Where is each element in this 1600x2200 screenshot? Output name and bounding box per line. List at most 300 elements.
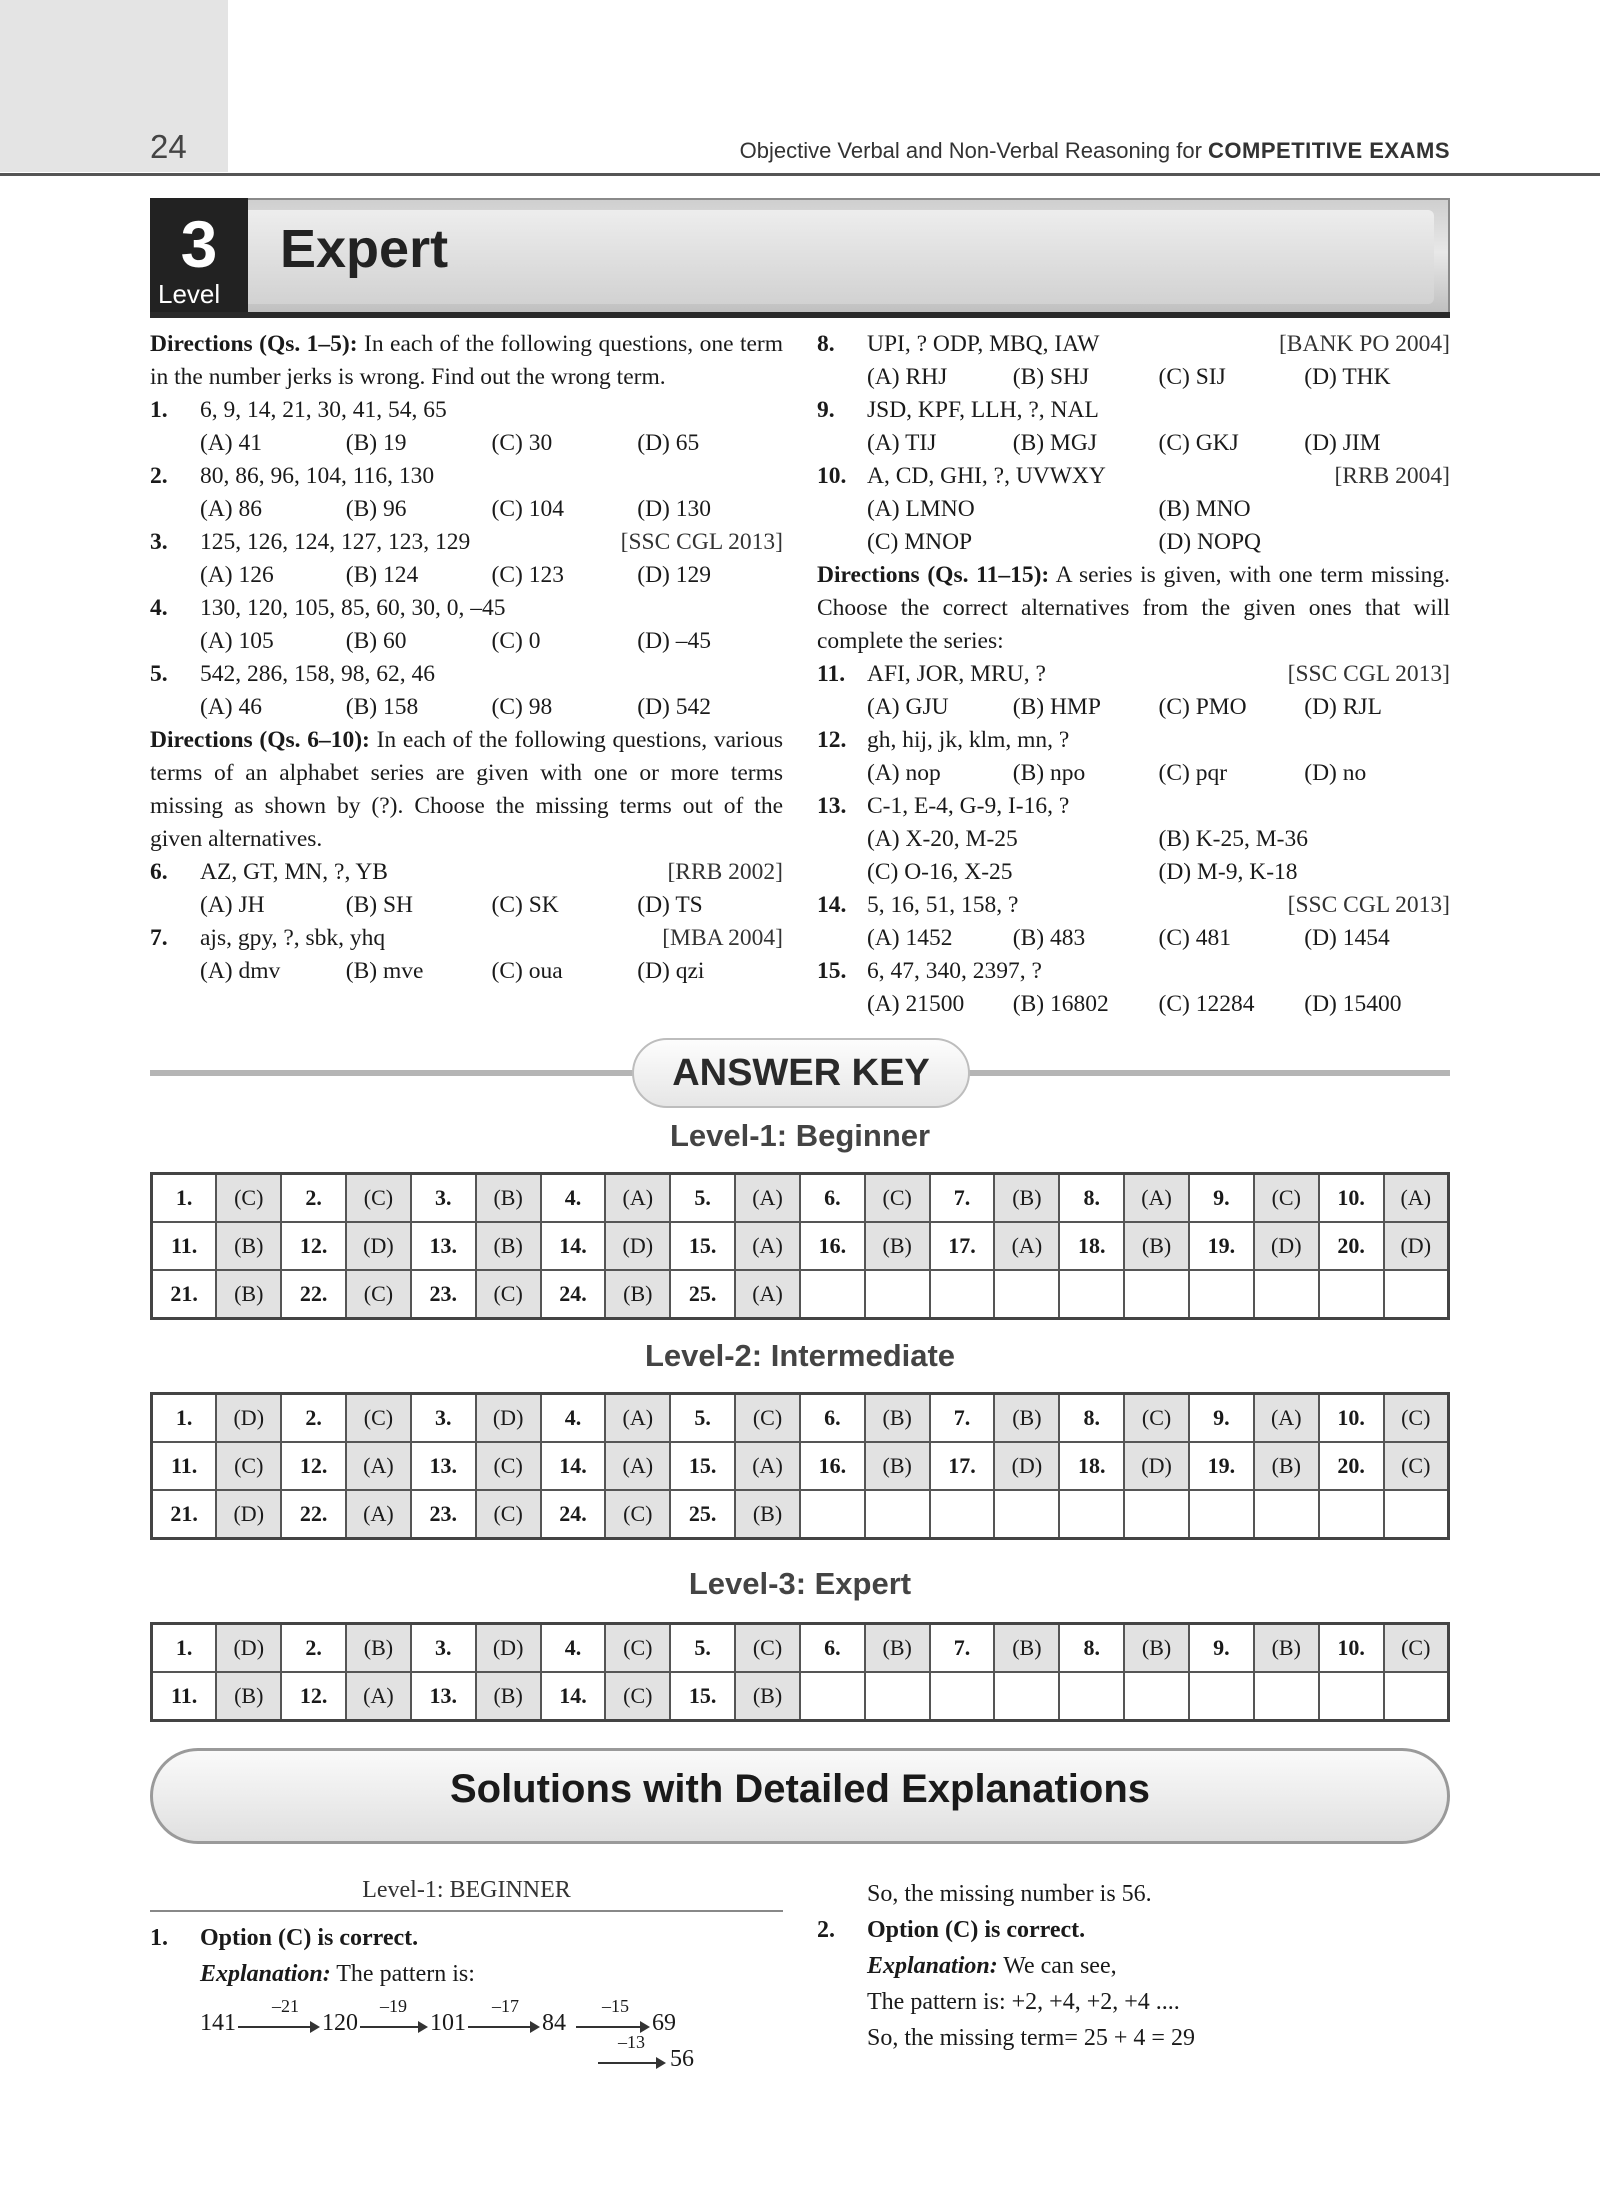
option: (A) nop xyxy=(867,760,941,786)
answer-value: (A) xyxy=(346,1672,411,1721)
answer-number xyxy=(1319,1270,1384,1319)
answer-number: 21. xyxy=(152,1490,217,1539)
answer-number: 8. xyxy=(1059,1624,1124,1673)
answer-number: 4. xyxy=(541,1394,606,1443)
option: (D) qzi xyxy=(637,958,705,984)
directions-3 xyxy=(817,559,1450,658)
option: (B) npo xyxy=(1012,760,1086,786)
answer-number: 23. xyxy=(411,1270,476,1319)
answer-value: (D) xyxy=(1124,1442,1189,1490)
answer-value: (D) xyxy=(476,1624,541,1673)
question-text: 130, 120, 105, 85, 60, 30, 0, –45 xyxy=(200,595,506,621)
answer-value: (C) xyxy=(346,1394,411,1443)
option: (C) 12284 xyxy=(1158,991,1255,1017)
question-number: 6. xyxy=(150,859,168,885)
level-1-heading: Level-1: Beginner xyxy=(669,1118,931,1153)
chain-arrow xyxy=(468,2026,538,2028)
question-number: 5. xyxy=(150,661,168,687)
answer-number: 3. xyxy=(411,1624,476,1673)
answer-row xyxy=(152,1174,1449,1223)
question-number: 11. xyxy=(817,661,846,687)
solutions-left-column xyxy=(150,1872,783,1992)
option: (B) 96 xyxy=(345,496,407,522)
chain-difference: –13 xyxy=(618,2032,645,2052)
answer-number: 17. xyxy=(930,1442,995,1490)
question-text: ajs, gpy, ?, sbk, yhq xyxy=(200,925,386,951)
option: (A) TIJ xyxy=(867,430,937,456)
option: (C) 104 xyxy=(491,496,564,522)
option: (C) pqr xyxy=(1158,760,1228,786)
option: (D) 15400 xyxy=(1304,991,1402,1017)
questions-right-column xyxy=(817,328,1450,1021)
answer-value: (A) xyxy=(1124,1174,1189,1223)
answer-number: 23. xyxy=(411,1490,476,1539)
option: (D) RJL xyxy=(1304,694,1382,720)
answer-number: 2. xyxy=(281,1624,346,1673)
answer-number: 9. xyxy=(1189,1394,1254,1443)
answer-number: 5. xyxy=(670,1174,735,1223)
answer-number: 6. xyxy=(800,1394,865,1443)
answer-row xyxy=(152,1394,1449,1443)
answer-number: 10. xyxy=(1319,1174,1384,1223)
answer-number: 8. xyxy=(1059,1174,1124,1223)
answer-value xyxy=(865,1672,930,1721)
option: (D) –45 xyxy=(637,628,711,654)
answer-value: (A) xyxy=(605,1394,670,1443)
question-source: [SSC CGL 2013] xyxy=(1287,892,1450,918)
answer-value: (C) xyxy=(735,1394,800,1443)
answer-number: 13. xyxy=(411,1222,476,1270)
question-number: 14. xyxy=(817,892,847,918)
question-4 xyxy=(150,592,783,658)
answer-number: 12. xyxy=(281,1442,346,1490)
solution-answer: Option (C) is correct. xyxy=(200,1925,419,1951)
directions-label: Directions (Qs. 11–15): xyxy=(817,562,1050,588)
answer-number xyxy=(930,1270,995,1319)
option: (C) SK xyxy=(491,892,559,918)
running-head-title: Objective Verbal and Non-Verbal Reasoning for xyxy=(739,138,1209,163)
answer-value: (C) xyxy=(1384,1394,1449,1443)
answer-key-header xyxy=(150,1038,1450,1108)
solutions-level-heading: Level-1: BEGINNER xyxy=(362,1877,571,1903)
option: (D) JIM xyxy=(1304,430,1381,456)
question-12 xyxy=(817,724,1450,790)
questions-left-column xyxy=(150,328,783,988)
option: (A) RHJ xyxy=(867,364,948,390)
answer-number: 19. xyxy=(1189,1222,1254,1270)
directions-text: In each of the following questions, one term in the number jerks is wrong. Find out the wrong term. xyxy=(150,331,784,390)
answer-value: (D) xyxy=(216,1394,281,1443)
answer-number: 22. xyxy=(281,1490,346,1539)
answer-value: (B) xyxy=(216,1672,281,1721)
question-source: [SSC CGL 2013] xyxy=(620,529,783,555)
answer-number xyxy=(800,1270,865,1319)
answer-value: (B) xyxy=(346,1624,411,1673)
answer-value: (B) xyxy=(1254,1624,1319,1673)
option: (A) 1452 xyxy=(867,925,953,951)
answer-row xyxy=(152,1270,1449,1319)
option: (C) 481 xyxy=(1158,925,1231,951)
option: (B) 19 xyxy=(345,430,407,456)
option: (D) TS xyxy=(637,892,703,918)
chain-difference: –21 xyxy=(272,1996,299,2016)
question-number: 7. xyxy=(150,925,168,951)
chain-difference: –19 xyxy=(380,1996,407,2016)
option: (C) SIJ xyxy=(1158,364,1226,390)
solution-number: 1. xyxy=(150,1925,168,1951)
question-text: C-1, E-4, G-9, I-16, ? xyxy=(867,793,1070,819)
answer-number: 14. xyxy=(541,1672,606,1721)
answer-row xyxy=(152,1624,1449,1673)
solutions-banner xyxy=(150,1748,1450,1844)
running-head-bold: COMPETITIVE EXAMS xyxy=(1208,138,1450,163)
answer-value: (B) xyxy=(1124,1222,1189,1270)
question-text: UPI, ? ODP, MBQ, IAW xyxy=(867,331,1100,357)
explanation-text: We can see, xyxy=(997,1953,1117,1979)
option: (D) no xyxy=(1304,760,1367,786)
directions-2 xyxy=(150,724,783,856)
question-number: 1. xyxy=(150,397,168,423)
option: (D) NOPQ xyxy=(1158,529,1261,555)
answer-number: 14. xyxy=(541,1442,606,1490)
answer-number: 15. xyxy=(670,1672,735,1721)
chain-number: 120 xyxy=(322,2010,358,2036)
answer-number: 25. xyxy=(670,1490,735,1539)
question-10 xyxy=(817,460,1450,559)
option: (B) 16802 xyxy=(1012,991,1109,1017)
question-text: AFI, JOR, MRU, ? xyxy=(867,661,1046,687)
chain-arrow xyxy=(598,2062,664,2064)
question-11 xyxy=(817,658,1450,724)
answer-number: 15. xyxy=(670,1222,735,1270)
answer-value: (B) xyxy=(735,1490,800,1539)
answer-number: 18. xyxy=(1059,1442,1124,1490)
answer-value xyxy=(994,1490,1059,1539)
header-rule xyxy=(0,173,1600,176)
answer-number xyxy=(1189,1672,1254,1721)
question-8 xyxy=(817,328,1450,394)
solution-1 xyxy=(150,1920,783,1956)
answer-value: (B) xyxy=(865,1442,930,1490)
answer-value: (C) xyxy=(605,1624,670,1673)
answer-number: 1. xyxy=(152,1174,217,1223)
option: (B) MNO xyxy=(1158,496,1251,522)
answer-value: (B) xyxy=(1124,1624,1189,1673)
directions-label: Directions (Qs. 6–10): xyxy=(150,727,370,753)
answer-number: 7. xyxy=(930,1624,995,1673)
answer-value xyxy=(1254,1490,1319,1539)
answer-value: (D) xyxy=(346,1222,411,1270)
answer-value: (D) xyxy=(605,1222,670,1270)
question-15 xyxy=(817,955,1450,1021)
chain-number: 56 xyxy=(670,2046,694,2072)
answer-number: 7. xyxy=(930,1394,995,1443)
answer-number: 17. xyxy=(930,1222,995,1270)
question-number: 9. xyxy=(817,397,835,423)
chain-number: 84 xyxy=(542,2010,566,2036)
answer-number: 13. xyxy=(411,1672,476,1721)
answer-value: (B) xyxy=(865,1222,930,1270)
answer-number xyxy=(800,1490,865,1539)
answer-value: (B) xyxy=(476,1672,541,1721)
answer-number: 13. xyxy=(411,1442,476,1490)
answer-value: (B) xyxy=(476,1222,541,1270)
answer-number xyxy=(1189,1490,1254,1539)
answer-value: (B) xyxy=(216,1270,281,1319)
solutions-title: Solutions with Detailed Explanations xyxy=(449,1767,1151,1811)
answer-table-level-2 xyxy=(150,1392,1450,1540)
option: (B) mve xyxy=(345,958,424,984)
question-number: 10. xyxy=(817,463,847,489)
solution-2 xyxy=(817,1912,1450,1948)
answer-number: 18. xyxy=(1059,1222,1124,1270)
chain-difference: –17 xyxy=(492,1996,519,2016)
answer-value xyxy=(1384,1270,1449,1319)
answer-value xyxy=(865,1490,930,1539)
answer-number: 11. xyxy=(152,1222,217,1270)
solution-1-conclusion: So, the missing number is 56. xyxy=(867,1881,1152,1907)
answer-number: 6. xyxy=(800,1174,865,1223)
answer-number: 6. xyxy=(800,1624,865,1673)
option: (A) JH xyxy=(200,892,265,918)
answer-value: (A) xyxy=(1384,1174,1449,1223)
option: (C) MNOP xyxy=(867,529,973,555)
question-number: 12. xyxy=(817,727,847,753)
answer-number: 24. xyxy=(541,1270,606,1319)
option: (A) X-20, M-25 xyxy=(867,826,1018,852)
question-number: 8. xyxy=(817,331,835,357)
answer-number xyxy=(1059,1672,1124,1721)
directions-text: A series is given, with one term missing. Choose the correct alternatives from the given ones that will complete the series: xyxy=(817,562,1450,654)
solution-2-explanation xyxy=(817,1948,1450,1984)
answer-value: (B) xyxy=(994,1394,1059,1443)
option: (B) 124 xyxy=(345,562,419,588)
option: (D) 1454 xyxy=(1304,925,1390,951)
solution-answer: Option (C) is correct. xyxy=(867,1917,1086,1943)
question-number: 3. xyxy=(150,529,168,555)
question-3 xyxy=(150,526,783,592)
option: (C) 98 xyxy=(491,694,553,720)
chain-number: 141 xyxy=(200,2010,236,2036)
answer-number: 9. xyxy=(1189,1624,1254,1673)
solutions-right-column xyxy=(817,1876,1450,2056)
answer-value: (D) xyxy=(216,1490,281,1539)
answer-value: (A) xyxy=(605,1442,670,1490)
option: (A) LMNO xyxy=(867,496,975,522)
option: (A) 46 xyxy=(200,694,262,720)
question-text: 5, 16, 51, 158, ? xyxy=(867,892,1019,918)
answer-key-title: ANSWER KEY xyxy=(632,1038,970,1108)
answer-value: (B) xyxy=(1254,1442,1319,1490)
question-6 xyxy=(150,856,783,922)
answer-value: (D) xyxy=(1384,1222,1449,1270)
answer-value xyxy=(1254,1672,1319,1721)
answer-number: 1. xyxy=(152,1624,217,1673)
answer-value: (D) xyxy=(216,1624,281,1673)
answer-value: (C) xyxy=(605,1490,670,1539)
answer-number: 2. xyxy=(281,1394,346,1443)
option: (C) 30 xyxy=(491,430,553,456)
option: (D) M-9, K-18 xyxy=(1158,859,1298,885)
option: (B) MGJ xyxy=(1012,430,1097,456)
answer-number: 3. xyxy=(411,1174,476,1223)
level-badge xyxy=(150,198,248,318)
banner-underline xyxy=(150,312,1450,318)
question-number: 15. xyxy=(817,958,847,984)
option: (D) 130 xyxy=(637,496,711,522)
question-text: 6, 9, 14, 21, 30, 41, 54, 65 xyxy=(200,397,447,423)
answer-value: (C) xyxy=(216,1174,281,1223)
answer-number: 25. xyxy=(670,1270,735,1319)
answer-value: (B) xyxy=(994,1174,1059,1223)
answer-value xyxy=(865,1270,930,1319)
level-3-heading: Level-3: Expert xyxy=(688,1566,912,1601)
question-5 xyxy=(150,658,783,724)
answer-number: 10. xyxy=(1319,1394,1384,1443)
answer-number: 24. xyxy=(541,1490,606,1539)
answer-number: 10. xyxy=(1319,1624,1384,1673)
answer-number: 22. xyxy=(281,1270,346,1319)
option: (B) 60 xyxy=(345,628,407,654)
option: (C) O-16, X-25 xyxy=(867,859,1013,885)
question-text: AZ, GT, MN, ?, YB xyxy=(200,859,388,885)
answer-value xyxy=(994,1672,1059,1721)
answer-value: (A) xyxy=(1254,1394,1319,1443)
answer-value: (C) xyxy=(476,1490,541,1539)
directions-text: In each of the following questions, various terms of an alphabet series are given with one or more terms missing as shown by (?). Choose the missing terms out of the given alternatives. xyxy=(150,727,783,852)
option: (C) GKJ xyxy=(1158,430,1239,456)
directions-label: Directions (Qs. 1–5): xyxy=(150,331,358,357)
question-14 xyxy=(817,889,1450,955)
question-number: 2. xyxy=(150,463,168,489)
answer-value: (B) xyxy=(216,1222,281,1270)
question-7 xyxy=(150,922,783,988)
answer-value: (A) xyxy=(605,1174,670,1223)
answer-number: 7. xyxy=(930,1174,995,1223)
answer-number: 5. xyxy=(670,1394,735,1443)
question-text: 125, 126, 124, 127, 123, 129 xyxy=(200,529,471,555)
chain-difference: –15 xyxy=(602,1996,629,2016)
answer-value: (B) xyxy=(735,1672,800,1721)
question-number: 4. xyxy=(150,595,168,621)
answer-value: (C) xyxy=(735,1624,800,1673)
question-text: 80, 86, 96, 104, 116, 130 xyxy=(200,463,435,489)
answer-number: 11. xyxy=(152,1442,217,1490)
option: (B) SHJ xyxy=(1012,364,1090,390)
answer-value: (C) xyxy=(865,1174,930,1223)
answer-value: (B) xyxy=(994,1624,1059,1673)
answer-value: (C) xyxy=(605,1672,670,1721)
question-source: [BANK PO 2004] xyxy=(1278,331,1450,357)
option: (C) 0 xyxy=(491,628,541,654)
directions-1 xyxy=(150,328,783,394)
answer-number xyxy=(1319,1672,1384,1721)
chain-number: 69 xyxy=(652,2010,676,2036)
solution-1-explanation xyxy=(150,1956,783,1992)
level-number: 3 xyxy=(180,207,218,281)
level-banner xyxy=(150,198,1450,318)
answer-number xyxy=(800,1672,865,1721)
option: (D) 542 xyxy=(637,694,711,720)
option: (A) 105 xyxy=(200,628,274,654)
option: (A) GJU xyxy=(867,694,949,720)
answer-value: (A) xyxy=(346,1442,411,1490)
question-text: A, CD, GHI, ?, UVWXY xyxy=(867,463,1106,489)
answer-value: (A) xyxy=(735,1174,800,1223)
answer-value: (B) xyxy=(476,1174,541,1223)
answer-row xyxy=(152,1442,1449,1490)
answer-number xyxy=(1189,1270,1254,1319)
question-source: [RRB 2002] xyxy=(667,859,783,885)
answer-value: (C) xyxy=(216,1442,281,1490)
answer-value: (D) xyxy=(1254,1222,1319,1270)
question-text: JSD, KPF, LLH, ?, NAL xyxy=(867,397,1099,423)
option: (B) SH xyxy=(345,892,413,918)
option: (A) 86 xyxy=(200,496,262,522)
page-number: 24 xyxy=(150,128,187,165)
option: (D) THK xyxy=(1304,364,1391,390)
answer-number xyxy=(1319,1490,1384,1539)
question-13 xyxy=(817,790,1450,889)
answer-table-level-1 xyxy=(150,1172,1450,1320)
explanation-label: Explanation: xyxy=(867,1953,998,1979)
option: (D) 65 xyxy=(637,430,700,456)
answer-number: 20. xyxy=(1319,1442,1384,1490)
answer-value xyxy=(1124,1270,1189,1319)
answer-value: (A) xyxy=(735,1222,800,1270)
question-9 xyxy=(817,394,1450,460)
answer-value xyxy=(1384,1490,1449,1539)
answer-value xyxy=(1124,1672,1189,1721)
answer-number: 19. xyxy=(1189,1442,1254,1490)
explanation-label: Explanation: xyxy=(200,1961,331,1987)
answer-number: 8. xyxy=(1059,1394,1124,1443)
level-word: Level xyxy=(158,279,221,309)
answer-value: (C) xyxy=(476,1270,541,1319)
chain-arrow xyxy=(576,2026,648,2028)
answer-value: (D) xyxy=(476,1394,541,1443)
answer-number: 11. xyxy=(152,1672,217,1721)
answer-number: 15. xyxy=(670,1442,735,1490)
answer-value xyxy=(994,1270,1059,1319)
answer-number xyxy=(1059,1490,1124,1539)
difference-chain xyxy=(200,1988,760,2078)
level-2-heading: Level-2: Intermediate xyxy=(644,1338,956,1373)
option: (A) 126 xyxy=(200,562,274,588)
answer-value: (A) xyxy=(994,1222,1059,1270)
answer-value: (C) xyxy=(1124,1394,1189,1443)
answer-value: (B) xyxy=(605,1270,670,1319)
option: (C) oua xyxy=(491,958,563,984)
answer-value: (C) xyxy=(476,1442,541,1490)
answer-value: (C) xyxy=(1384,1624,1449,1673)
question-source: [SSC CGL 2013] xyxy=(1287,661,1450,687)
answer-number: 9. xyxy=(1189,1174,1254,1223)
question-text: 6, 47, 340, 2397, ? xyxy=(867,958,1042,984)
option: (A) 41 xyxy=(200,430,262,456)
solution-2-result: So, the missing term= 25 + 4 = 29 xyxy=(867,2025,1195,2051)
answer-number: 4. xyxy=(541,1624,606,1673)
answer-value: (C) xyxy=(346,1174,411,1223)
answer-value xyxy=(1124,1490,1189,1539)
option: (B) K-25, M-36 xyxy=(1158,826,1308,852)
chain-number: 101 xyxy=(430,2010,466,2036)
solution-number: 2. xyxy=(817,1917,835,1943)
solution-2-pattern: The pattern is: +2, +4, +2, +4 .... xyxy=(867,1989,1180,2015)
answer-number: 16. xyxy=(800,1222,865,1270)
answer-value xyxy=(1254,1270,1319,1319)
question-2 xyxy=(150,460,783,526)
